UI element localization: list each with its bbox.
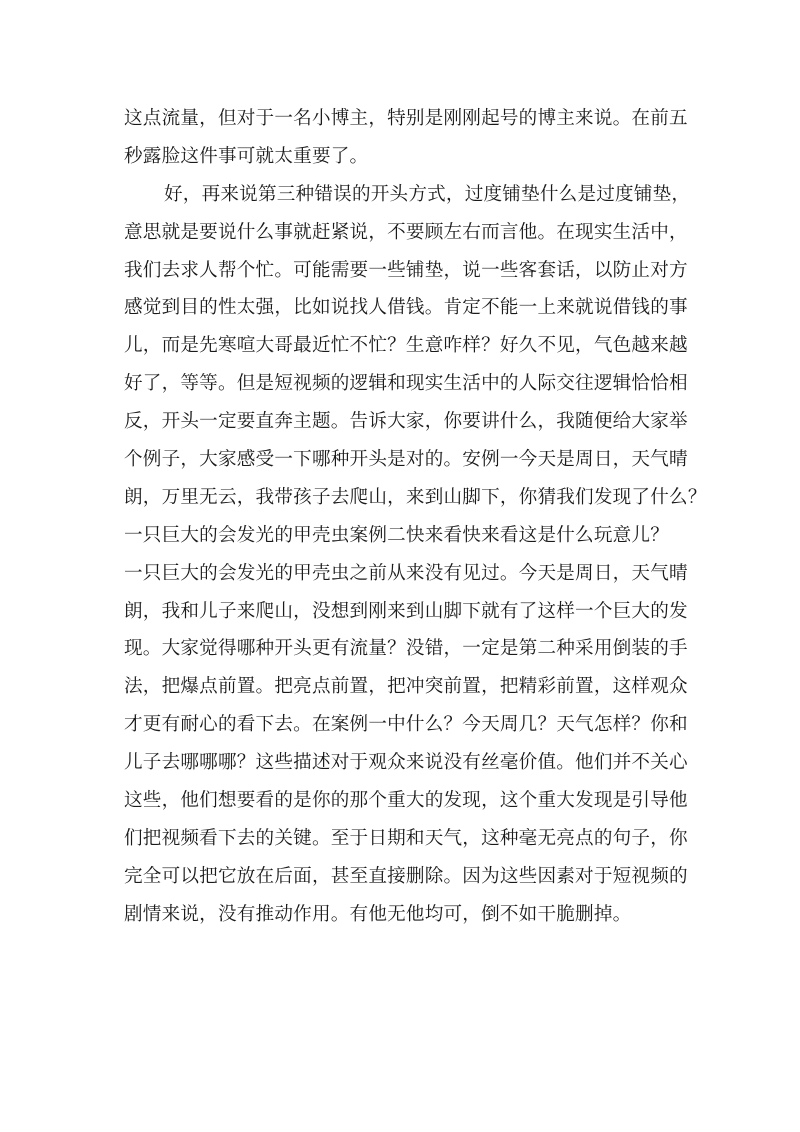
text-line: 个例子，大家感受一下哪种开头是对的。安例一今天是周日，天气晴 (124, 449, 688, 471)
text-line: 好了，等等。但是短视频的逻辑和现实生活中的人际交往逻辑恰恰相 (124, 373, 688, 395)
text-line: 反，开头一定要直奔主题。告诉大家，你要讲什么，我随便给大家举 (124, 411, 688, 433)
text-line: 意思就是要说什么事就赶紧说，不要顾左右而言他。在现实生活中， (124, 221, 688, 243)
text-line: 剧情来说，没有推动作用。有他无他均可，倒不如干脆删掉。 (124, 903, 632, 925)
text-line: 我们去求人帮个忙。可能需要一些铺垫，说一些客套话，以防止对方 (124, 259, 688, 281)
text-line: 才更有耐心的看下去。在案例一中什么？今天周几？天气怎样？你和 (124, 714, 688, 736)
text-line: 朗，万里无云，我带孩子去爬山，来到山脚下，你猜我们发现了什么？ (124, 486, 707, 508)
text-line: 这些，他们想要看的是你的那个重大的发现，这个重大发现是引导他 (124, 790, 688, 812)
text-line: 一只巨大的会发光的甲壳虫之前从来没有见过。今天是周日，天气晴 (124, 562, 688, 584)
text-line: 们把视频看下去的关键。至于日期和天气，这种毫无亮点的句子，你 (124, 827, 688, 849)
text-line: 儿子去哪哪哪？这些描述对于观众来说没有丝毫价值。他们并不关心 (124, 752, 688, 774)
text-line: 法，把爆点前置。把亮点前置，把冲突前置，把精彩前置，这样观众 (124, 676, 688, 698)
paragraph-start-line: 好，再来说第三种错误的开头方式，过度铺垫什么是过度铺垫， (164, 183, 691, 205)
text-line: 完全可以把它放在后面，甚至直接删除。因为这些因素对于短视频的 (124, 865, 688, 887)
text-line: 感觉到目的性太强，比如说找人借钱。肯定不能一上来就说借钱的事 (124, 297, 688, 319)
text-line: 一只巨大的会发光的甲壳虫案例二快来看快来看这是什么玩意儿？ (124, 524, 670, 546)
text-line: 秒露脸这件事可就太重要了。 (124, 145, 369, 167)
text-line: 朗，我和儿子来爬山，没想到刚来到山脚下就有了这样一个巨大的发 (124, 600, 688, 622)
text-line: 儿，而是先寒喧大哥最近忙不忙？生意咋样？好久不见，气色越来越 (124, 335, 688, 357)
document-body (124, 100, 707, 934)
text-line: 现。大家觉得哪种开头更有流量？没错，一定是第二种采用倒装的手 (124, 638, 688, 660)
text-line: 这点流量，但对于一名小博主，特别是刚刚起号的博主来说。在前五 (124, 108, 688, 129)
